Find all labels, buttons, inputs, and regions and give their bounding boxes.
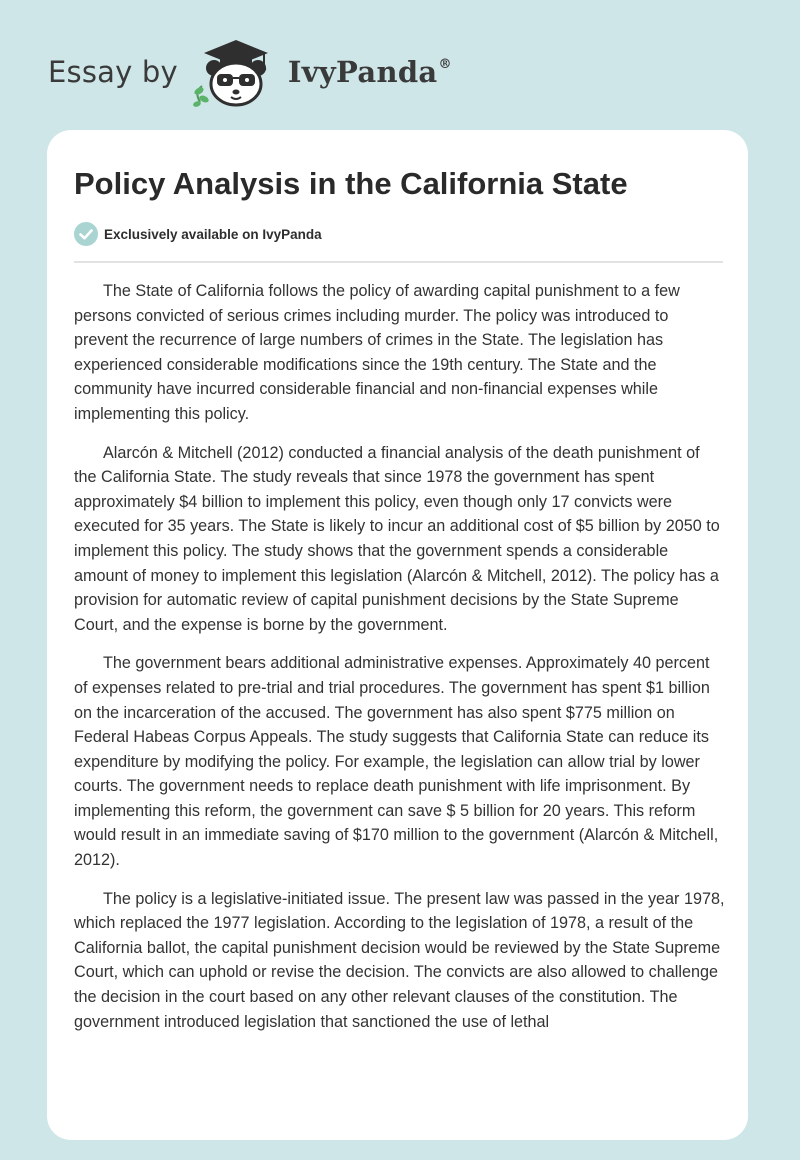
page-title: Policy Analysis in the California State — [74, 166, 628, 201]
paragraph: The government bears additional administrative expenses. Approximately 40 percent of expenses related to pre-trial and trial procedures. The government has spent $1 billion on the incarceration of the accused. The government has also spent $775 million on Federal Habeas Corpus Appeals. The study suggests that California State can reduce its expenditure by modifying the policy. For example, the legislation can allow trial by lower courts. The government needs to replace death punishment with life imprisonment. By implementing this reform, the government can save $ 5 billion for 20 years. This reform would result in an immediate saving of $170 million to the government (Alarcón & Mitchell, 2012). — [74, 654, 719, 870]
divider — [74, 261, 723, 263]
brand-name: IvyPanda® — [287, 55, 452, 89]
article-card — [47, 130, 748, 1140]
paragraph: The State of California follows the policy of awarding capital punishment to a few persons convicted of serious crimes including murder. The policy was introduced to prevent the recurrence of large numbers of crimes in the State. The legislation has experienced considerable modifications since the 19th century. The State and the community have incurred considerable financial and non-financial expenses while implementing this policy. — [74, 282, 680, 423]
paragraph: Alarcón & Mitchell (2012) conducted a financial analysis of the death punishment of the California State. The study reveals that since 1978 the government has spent approximately $4 billion to implement this policy, even though only 17 convicts were executed for 35 years. The State is likely to incur an additional cost of $5 billion by 2050 to implement this policy. The study shows that the government spends a considerable amount of money to implement this legislation (Alarcón & Mitchell, 2012). The policy has a provision for automatic review of capital punishment decisions by the State Supreme Court, and the expense is borne by the government. — [74, 443, 720, 634]
paragraph: The policy is a legislative-initiated issue. The present law was passed in the year 1978, which replaced the 1977 legislation. According to the legislation of 1978, a result of the California ballot, the capital punishment decision would be reviewed by the State Supreme Court, which can uphold or revise the decision. The convicts are also allowed to challenge the decision in the court based on any other relevant clauses of the constitution. The government introduced legislation that sanctioned the use of lethal — [74, 889, 725, 1031]
article-body — [74, 279, 726, 1048]
site-header-brand[interactable] — [48, 36, 452, 108]
brand-prefix: Essay by — [48, 55, 178, 89]
exclusive-badge — [74, 222, 322, 246]
exclusive-text: Exclusively available on IvyPanda — [104, 226, 322, 242]
check-circle-icon — [74, 222, 98, 246]
registered-mark: ® — [438, 57, 452, 72]
panda-graduate-logo-icon — [190, 36, 282, 108]
